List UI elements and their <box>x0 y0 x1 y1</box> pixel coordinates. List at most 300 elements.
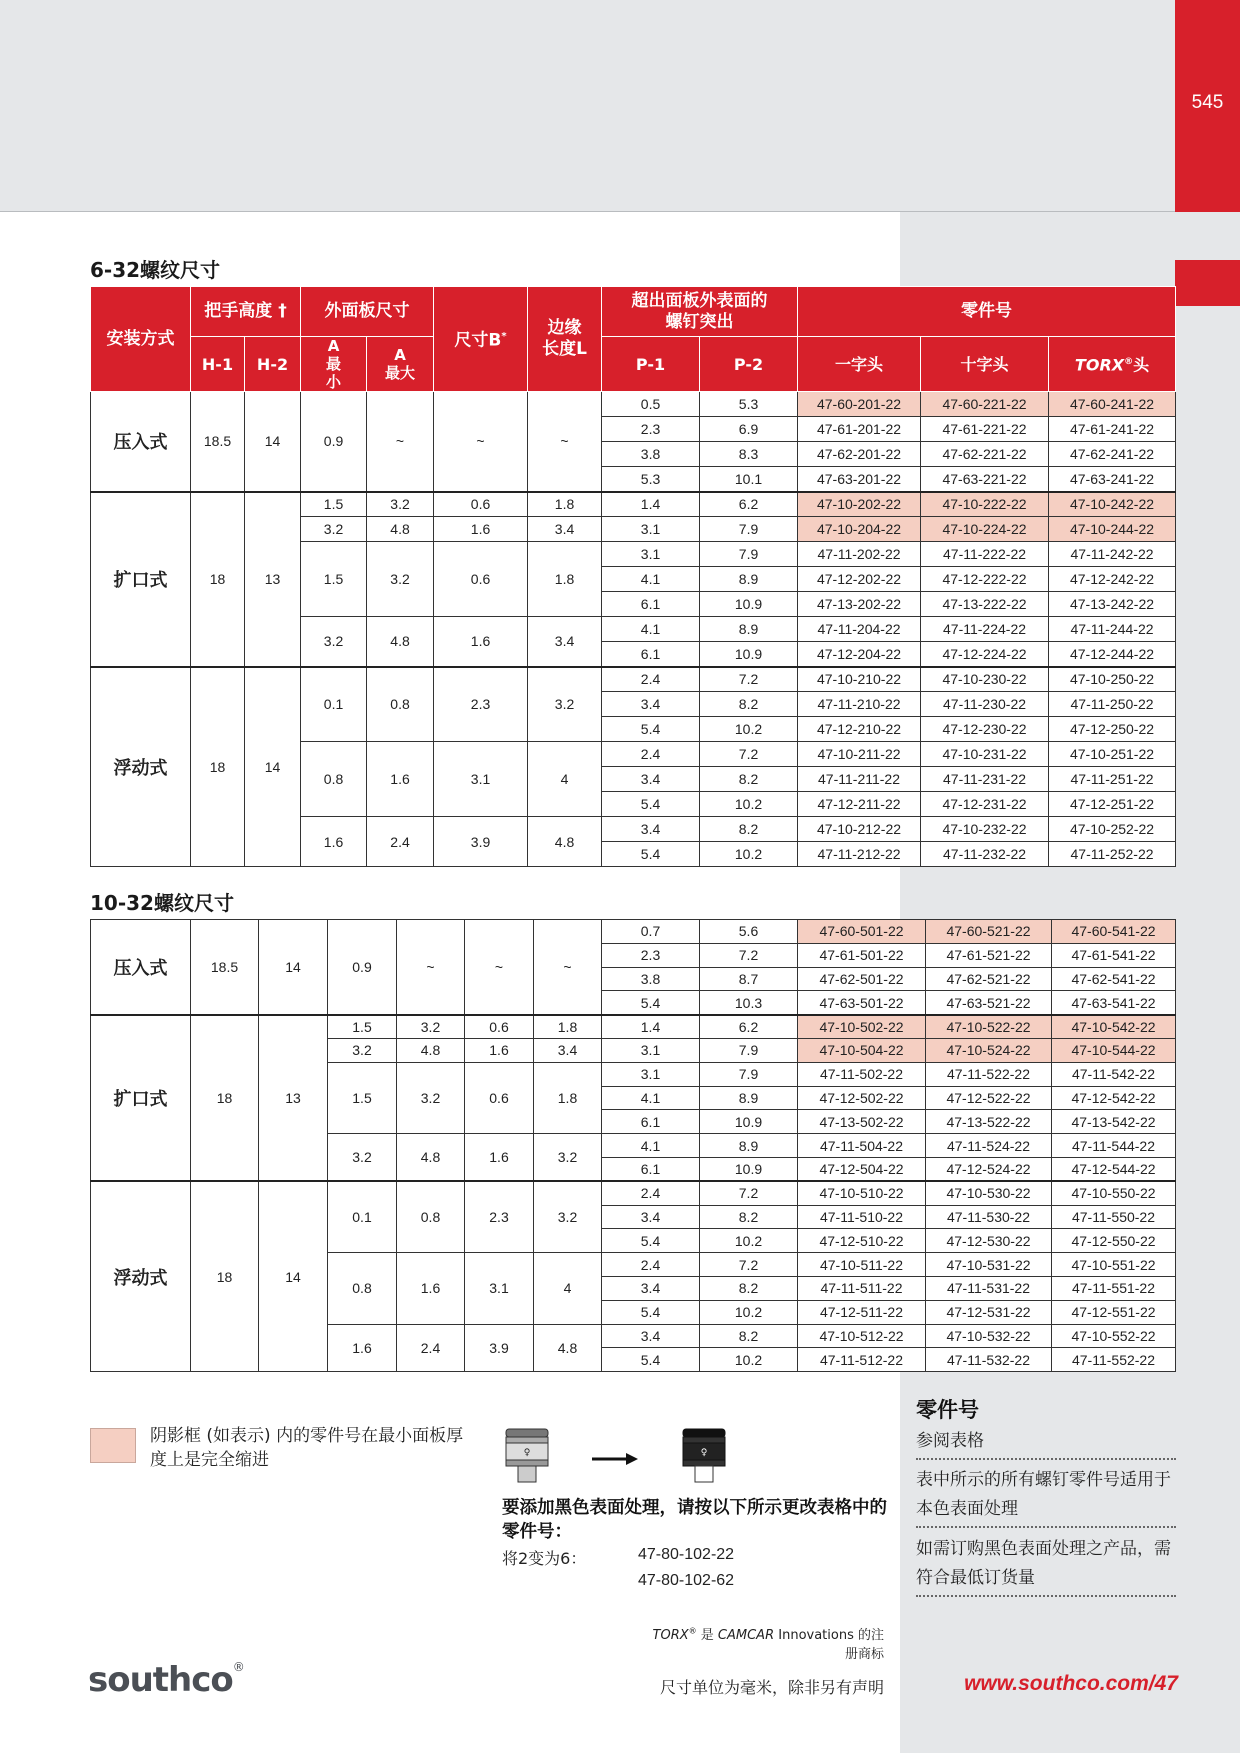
p2-value: 8.2 <box>700 1205 798 1229</box>
mount-type: 压入式 <box>91 920 191 1015</box>
part-number-phillips: 47-11-531-22 <box>926 1276 1052 1300</box>
part-number-phillips: 47-12-222-22 <box>921 567 1049 592</box>
part-number-phillips: 47-11-230-22 <box>921 692 1049 717</box>
part-number-torx: 47-12-251-22 <box>1049 792 1176 817</box>
part-number-slotted: 47-12-211-22 <box>798 792 921 817</box>
part-number-torx: 47-11-250-22 <box>1049 692 1176 717</box>
part-number-phillips: 47-61-521-22 <box>926 943 1052 967</box>
part-number-torx: 47-11-550-22 <box>1052 1205 1176 1229</box>
p1-value: 3.4 <box>602 692 700 717</box>
p1-value: 6.1 <box>602 1157 700 1181</box>
p2-value: 7.9 <box>700 1062 798 1086</box>
part-number-slotted: 47-11-512-22 <box>798 1348 926 1372</box>
edge-length-value: 3.4 <box>528 617 602 667</box>
part-number-phillips: 47-11-231-22 <box>921 767 1049 792</box>
part-number-torx: 47-13-242-22 <box>1049 592 1176 617</box>
h1-value: 18 <box>191 1181 259 1371</box>
p1-value: 4.1 <box>602 567 700 592</box>
mount-type: 浮动式 <box>91 667 191 867</box>
part-number-phillips: 47-11-224-22 <box>921 617 1049 642</box>
p2-value: 8.2 <box>700 692 798 717</box>
a-max-value: 2.4 <box>367 817 434 867</box>
part-number-slotted: 47-13-502-22 <box>798 1110 926 1134</box>
p1-value: 4.1 <box>602 617 700 642</box>
table-10-32-thread <box>90 919 1176 1372</box>
dim-b-value: 3.1 <box>465 1253 534 1324</box>
p1-value: 2.4 <box>602 742 700 767</box>
part-number-slotted: 47-11-204-22 <box>798 617 921 642</box>
part-number-torx: 47-63-241-22 <box>1049 467 1176 492</box>
part-number-torx: 47-10-244-22 <box>1049 517 1176 542</box>
part-number-phillips: 47-63-221-22 <box>921 467 1049 492</box>
edge-length-value: 4.8 <box>528 817 602 867</box>
p2-value: 10.2 <box>700 1348 798 1372</box>
header-phillips: 十字头 <box>921 337 1049 392</box>
part-number-phillips: 47-11-232-22 <box>921 842 1049 867</box>
part-number-slotted: 47-62-201-22 <box>798 442 921 467</box>
mount-type: 浮动式 <box>91 1181 191 1371</box>
p2-value: 10.9 <box>700 592 798 617</box>
page-number: 545 <box>1191 92 1224 113</box>
header-a-max: A 最大 <box>367 337 434 392</box>
part-number-torx: 47-11-542-22 <box>1052 1062 1176 1086</box>
edge-length-value: 3.2 <box>534 1134 602 1182</box>
part-number-slotted: 47-60-201-22 <box>798 392 921 417</box>
header-h1: H-1 <box>191 337 245 392</box>
part-number-phillips: 47-10-231-22 <box>921 742 1049 767</box>
table-row <box>91 492 1176 517</box>
part-number-torx: 47-11-244-22 <box>1049 617 1176 642</box>
p2-value: 8.3 <box>700 442 798 467</box>
part-number-phillips: 47-10-531-22 <box>926 1253 1052 1277</box>
part-number-phillips: 47-11-532-22 <box>926 1348 1052 1372</box>
part-number-phillips: 47-10-230-22 <box>921 667 1049 692</box>
highlight-legend-swatch <box>90 1428 136 1463</box>
part-number-slotted: 47-12-502-22 <box>798 1086 926 1110</box>
p1-value: 2.3 <box>602 943 700 967</box>
section-title-10-32: 10-32螺纹尺寸 <box>90 891 234 915</box>
torx-trademark-note: TORX® 是 CAMCAR Innovations 的注册商标 <box>652 1626 884 1662</box>
p2-value: 10.9 <box>700 1157 798 1181</box>
header-handle-height: 把手高度 † <box>191 287 301 337</box>
svg-text:♀: ♀ <box>700 1448 708 1458</box>
part-number-slotted: 47-10-502-22 <box>798 1015 926 1039</box>
part-number-torx: 47-12-550-22 <box>1052 1229 1176 1253</box>
edge-length-value: 3.2 <box>528 667 602 742</box>
dim-b-value: 0.6 <box>465 1062 534 1133</box>
part-number-slotted: 47-12-510-22 <box>798 1229 926 1253</box>
a-max-value: 4.8 <box>397 1134 465 1182</box>
part-number-phillips: 47-62-221-22 <box>921 442 1049 467</box>
black-finish-change-label: 将2变为6： <box>502 1549 587 1568</box>
part-number-slotted: 47-60-501-22 <box>798 920 926 944</box>
p1-value: 3.1 <box>602 1038 700 1062</box>
part-number-torx: 47-11-544-22 <box>1052 1134 1176 1158</box>
dim-b-value: 1.6 <box>465 1134 534 1182</box>
part-number-torx: 47-10-252-22 <box>1049 817 1176 842</box>
part-number-slotted: 47-12-204-22 <box>798 642 921 667</box>
p1-value: 5.4 <box>602 1348 700 1372</box>
p2-value: 5.6 <box>700 920 798 944</box>
edge-length-value: 1.8 <box>534 1062 602 1133</box>
a-min-value: 3.2 <box>328 1038 397 1062</box>
p1-value: 6.1 <box>602 592 700 617</box>
dim-b-value: 1.6 <box>465 1038 534 1062</box>
a-min-value: 1.5 <box>328 1062 397 1133</box>
part-number-phillips: 47-11-522-22 <box>926 1062 1052 1086</box>
part-number-slotted: 47-10-204-22 <box>798 517 921 542</box>
svg-text:♀: ♀ <box>523 1448 531 1458</box>
p2-value: 10.2 <box>700 842 798 867</box>
dim-b-value: 1.6 <box>434 517 528 542</box>
black-finish-title: 要添加黑色表面处理，请按以下所示更改表格中的零件号： <box>502 1498 887 1542</box>
a-max-value: 0.8 <box>367 667 434 742</box>
part-number-torx: 47-11-551-22 <box>1052 1276 1176 1300</box>
part-number-torx: 47-60-541-22 <box>1052 920 1176 944</box>
part-number-slotted: 47-10-511-22 <box>798 1253 926 1277</box>
mount-type: 扩口式 <box>91 1015 191 1182</box>
a-max-value: 3.2 <box>367 492 434 517</box>
h1-value: 18.5 <box>191 392 245 492</box>
part-number-torx: 47-12-542-22 <box>1052 1086 1176 1110</box>
a-min-value: 0.1 <box>328 1181 397 1252</box>
a-max-value: ~ <box>397 920 465 1015</box>
edge-length-value: 3.4 <box>528 517 602 542</box>
table-row <box>91 667 1176 692</box>
part-number-slotted: 47-12-511-22 <box>798 1300 926 1324</box>
a-max-value: 3.2 <box>397 1015 465 1039</box>
edge-length-value: 3.4 <box>534 1038 602 1062</box>
p2-value: 8.9 <box>700 567 798 592</box>
a-max-value: 0.8 <box>397 1181 465 1252</box>
units-note: 尺寸单位为毫米，除非另有声明 <box>659 1678 884 1697</box>
p1-value: 3.4 <box>602 1205 700 1229</box>
part-number-slotted: 47-63-201-22 <box>798 467 921 492</box>
a-min-value: 1.5 <box>328 1015 397 1039</box>
dim-b-value: ~ <box>434 392 528 492</box>
a-min-value: 0.9 <box>301 392 367 492</box>
a-min-value: 1.6 <box>328 1324 397 1372</box>
h1-value: 18.5 <box>191 920 259 1015</box>
part-number-phillips: 47-10-232-22 <box>921 817 1049 842</box>
a-min-value: 1.5 <box>301 492 367 517</box>
a-min-value: 0.9 <box>328 920 397 1015</box>
edge-length-value: 4 <box>528 742 602 817</box>
p2-value: 10.2 <box>700 1300 798 1324</box>
p1-value: 1.4 <box>602 492 700 517</box>
dim-b-value: 0.6 <box>434 492 528 517</box>
part-number-slotted: 47-61-201-22 <box>798 417 921 442</box>
part-number-slotted: 47-10-211-22 <box>798 742 921 767</box>
part-number-slotted: 47-11-211-22 <box>798 767 921 792</box>
part-number-phillips: 47-12-231-22 <box>921 792 1049 817</box>
dim-b-value: 1.6 <box>434 617 528 667</box>
part-number-torx: 47-13-542-22 <box>1052 1110 1176 1134</box>
part-number-slotted: 47-61-501-22 <box>798 943 926 967</box>
p2-value: 8.2 <box>700 1276 798 1300</box>
part-number-torx: 47-10-550-22 <box>1052 1181 1176 1205</box>
part-number-torx: 47-11-251-22 <box>1049 767 1176 792</box>
part-number-torx: 47-11-552-22 <box>1052 1348 1176 1372</box>
header-p1: P-1 <box>602 337 700 392</box>
highlight-legend-text: 阴影框 (如表示) 内的零件号在最小面板厚度上是完全缩进 <box>150 1426 464 1470</box>
edge-length-value: 1.8 <box>534 1015 602 1039</box>
part-number-phillips: 47-61-221-22 <box>921 417 1049 442</box>
header-protrusion: 超出面板外表面的螺钉突出 <box>602 287 798 337</box>
part-number-slotted: 47-11-212-22 <box>798 842 921 867</box>
website-link[interactable]: www.southco.com/47 <box>964 1672 1178 1695</box>
p1-value: 6.1 <box>602 642 700 667</box>
header-a-min: A 最小 <box>301 337 367 392</box>
part-number-torx: 47-62-541-22 <box>1052 967 1176 991</box>
part-number-torx: 47-60-241-22 <box>1049 392 1176 417</box>
part-number-slotted: 47-10-510-22 <box>798 1181 926 1205</box>
edge-length-value: ~ <box>528 392 602 492</box>
a-max-value: 2.4 <box>397 1324 465 1372</box>
p2-value: 7.2 <box>700 1253 798 1277</box>
p2-value: 6.2 <box>700 1015 798 1039</box>
p2-value: 8.2 <box>700 1324 798 1348</box>
part-number-torx: 47-10-251-22 <box>1049 742 1176 767</box>
part-number-phillips: 47-60-221-22 <box>921 392 1049 417</box>
header-h2: H-2 <box>245 337 301 392</box>
part-number-torx: 47-61-241-22 <box>1049 417 1176 442</box>
edge-length-value: 4 <box>534 1253 602 1324</box>
a-min-value: 0.8 <box>301 742 367 817</box>
a-max-value: 4.8 <box>397 1038 465 1062</box>
a-max-value: ~ <box>367 392 434 492</box>
part-number-torx: 47-62-241-22 <box>1049 442 1176 467</box>
part-number-phillips: 47-12-530-22 <box>926 1229 1052 1253</box>
h2-value: 14 <box>245 392 301 492</box>
part-number-slotted: 47-11-510-22 <box>798 1205 926 1229</box>
mount-type: 压入式 <box>91 392 191 492</box>
part-number-phillips: 47-11-530-22 <box>926 1205 1052 1229</box>
p1-value: 2.4 <box>602 667 700 692</box>
p1-value: 3.1 <box>602 517 700 542</box>
p2-value: 8.7 <box>700 967 798 991</box>
part-number-slotted: 47-63-501-22 <box>798 991 926 1015</box>
p1-value: 5.4 <box>602 1229 700 1253</box>
p2-value: 6.9 <box>700 417 798 442</box>
p1-value: 1.4 <box>602 1015 700 1039</box>
part-number-phillips: 47-12-531-22 <box>926 1300 1052 1324</box>
p1-value: 3.8 <box>602 967 700 991</box>
part-number-slotted: 47-10-512-22 <box>798 1324 926 1348</box>
part-number-slotted: 47-12-210-22 <box>798 717 921 742</box>
h1-value: 18 <box>191 667 245 867</box>
part-number-phillips: 47-10-222-22 <box>921 492 1049 517</box>
p1-value: 5.4 <box>602 792 700 817</box>
h1-value: 18 <box>191 1015 259 1182</box>
part-number-slotted: 47-11-511-22 <box>798 1276 926 1300</box>
p2-value: 7.9 <box>700 517 798 542</box>
p2-value: 7.2 <box>700 943 798 967</box>
dim-b-value: 0.6 <box>434 542 528 617</box>
dim-b-value: 3.9 <box>465 1324 534 1372</box>
part-number-slotted: 47-10-210-22 <box>798 667 921 692</box>
table-row <box>91 1181 1176 1205</box>
h2-value: 13 <box>259 1015 328 1182</box>
p1-value: 2.3 <box>602 417 700 442</box>
p1-value: 5.4 <box>602 842 700 867</box>
part-number-torx: 47-63-541-22 <box>1052 991 1176 1015</box>
dim-b-value: 3.1 <box>434 742 528 817</box>
part-number-torx: 47-12-250-22 <box>1049 717 1176 742</box>
p1-value: 5.3 <box>602 467 700 492</box>
p2-value: 7.9 <box>700 542 798 567</box>
p2-value: 6.2 <box>700 492 798 517</box>
sidebar-title: 零件号 <box>916 1398 979 1422</box>
header-part-number: 零件号 <box>798 287 1176 337</box>
dim-b-value: 2.3 <box>434 667 528 742</box>
a-min-value: 1.6 <box>301 817 367 867</box>
part-number-torx: 47-10-542-22 <box>1052 1015 1176 1039</box>
edge-length-value: 1.8 <box>528 492 602 517</box>
p2-value: 10.2 <box>700 792 798 817</box>
p1-value: 5.4 <box>602 1300 700 1324</box>
part-number-phillips: 47-11-222-22 <box>921 542 1049 567</box>
mount-type: 扩口式 <box>91 492 191 667</box>
a-min-value: 1.5 <box>301 542 367 617</box>
sidebar-item-see-table: 参阅表格 <box>916 1427 1176 1460</box>
p1-value: 5.4 <box>602 991 700 1015</box>
black-finish-example-to: 47-80-102-62 <box>638 1572 735 1589</box>
part-number-phillips: 47-10-532-22 <box>926 1324 1052 1348</box>
a-max-value: 4.8 <box>367 517 434 542</box>
a-max-value: 1.6 <box>397 1253 465 1324</box>
part-number-phillips: 47-13-522-22 <box>926 1110 1052 1134</box>
part-number-phillips: 47-10-530-22 <box>926 1181 1052 1205</box>
black-finish-example-from: 47-80-102-22 <box>638 1546 735 1563</box>
header-band <box>0 0 1240 212</box>
header-p2: P-2 <box>700 337 798 392</box>
southco-logo: southco® <box>88 1660 244 1700</box>
part-number-torx: 47-61-541-22 <box>1052 943 1176 967</box>
arrow-right-icon <box>590 1451 640 1467</box>
a-max-value: 3.2 <box>367 542 434 617</box>
p1-value: 2.4 <box>602 1181 700 1205</box>
p2-value: 10.9 <box>700 1110 798 1134</box>
part-number-slotted: 47-10-202-22 <box>798 492 921 517</box>
screw-natural-finish-icon <box>504 1428 550 1484</box>
dim-b-value: 2.3 <box>465 1181 534 1252</box>
part-number-torx: 47-10-250-22 <box>1049 667 1176 692</box>
part-number-phillips: 47-13-222-22 <box>921 592 1049 617</box>
p2-value: 8.9 <box>700 1086 798 1110</box>
part-number-torx: 47-10-551-22 <box>1052 1253 1176 1277</box>
section-title-6-32: 6-32螺纹尺寸 <box>90 258 221 282</box>
p2-value: 7.2 <box>700 1181 798 1205</box>
dim-b-value: 3.9 <box>434 817 528 867</box>
table-row <box>91 392 1176 417</box>
p1-value: 3.8 <box>602 442 700 467</box>
edge-length-value: 4.8 <box>534 1324 602 1372</box>
header-torx: TORX®头 <box>1049 337 1176 392</box>
p1-value: 5.4 <box>602 717 700 742</box>
p2-value: 10.2 <box>700 717 798 742</box>
part-number-torx: 47-10-552-22 <box>1052 1324 1176 1348</box>
part-number-torx: 47-11-252-22 <box>1049 842 1176 867</box>
p2-value: 8.2 <box>700 767 798 792</box>
a-min-value: 0.8 <box>328 1253 397 1324</box>
part-number-torx: 47-11-242-22 <box>1049 542 1176 567</box>
part-number-slotted: 47-62-501-22 <box>798 967 926 991</box>
p2-value: 8.2 <box>700 817 798 842</box>
h2-value: 14 <box>259 920 328 1015</box>
part-number-slotted: 47-11-502-22 <box>798 1062 926 1086</box>
p1-value: 0.7 <box>602 920 700 944</box>
part-number-phillips: 47-12-230-22 <box>921 717 1049 742</box>
p1-value: 3.1 <box>602 542 700 567</box>
part-number-phillips: 47-62-521-22 <box>926 967 1052 991</box>
p1-value: 3.4 <box>602 817 700 842</box>
sidebar-item-black-finish-moq: 如需订购黑色表面处理之产品，需符合最低订货量 <box>916 1535 1176 1597</box>
h2-value: 13 <box>245 492 301 667</box>
part-number-slotted: 47-11-202-22 <box>798 542 921 567</box>
edge-length-value: 3.2 <box>534 1181 602 1252</box>
a-min-value: 3.2 <box>328 1134 397 1182</box>
edge-length-value: ~ <box>534 920 602 1015</box>
part-number-phillips: 47-11-524-22 <box>926 1134 1052 1158</box>
header-edge-length: 边缘长度L <box>528 287 602 392</box>
part-number-phillips: 47-63-521-22 <box>926 991 1052 1015</box>
p1-value: 3.1 <box>602 1062 700 1086</box>
p2-value: 8.9 <box>700 617 798 642</box>
part-number-slotted: 47-13-202-22 <box>798 592 921 617</box>
screw-black-finish-icon <box>681 1428 727 1484</box>
part-number-slotted: 47-12-202-22 <box>798 567 921 592</box>
p1-value: 2.4 <box>602 1253 700 1277</box>
header-dim-b: 尺寸B* <box>434 287 528 392</box>
a-max-value: 3.2 <box>397 1062 465 1133</box>
table-6-32-thread <box>90 286 1176 867</box>
h1-value: 18 <box>191 492 245 667</box>
part-number-phillips: 47-60-521-22 <box>926 920 1052 944</box>
part-number-torx: 47-12-244-22 <box>1049 642 1176 667</box>
part-number-phillips: 47-10-224-22 <box>921 517 1049 542</box>
p2-value: 8.9 <box>700 1134 798 1158</box>
header-slotted: 一字头 <box>798 337 921 392</box>
p2-value: 10.2 <box>700 1229 798 1253</box>
a-max-value: 4.8 <box>367 617 434 667</box>
p2-value: 10.1 <box>700 467 798 492</box>
part-number-torx: 47-12-242-22 <box>1049 567 1176 592</box>
header-mount: 安装方式 <box>91 287 191 392</box>
p2-value: 7.2 <box>700 742 798 767</box>
p2-value: 7.2 <box>700 667 798 692</box>
p1-value: 4.1 <box>602 1086 700 1110</box>
part-number-phillips: 47-10-522-22 <box>926 1015 1052 1039</box>
p1-value: 0.5 <box>602 392 700 417</box>
header-outer-panel: 外面板尺寸 <box>301 287 434 337</box>
part-number-slotted: 47-11-504-22 <box>798 1134 926 1158</box>
part-number-phillips: 47-12-524-22 <box>926 1157 1052 1181</box>
page-tab-marker <box>1175 260 1240 306</box>
a-min-value: 3.2 <box>301 617 367 667</box>
p1-value: 3.4 <box>602 1324 700 1348</box>
table-row <box>91 1015 1176 1039</box>
a-max-value: 1.6 <box>367 742 434 817</box>
part-number-phillips: 47-12-224-22 <box>921 642 1049 667</box>
part-number-phillips: 47-12-522-22 <box>926 1086 1052 1110</box>
a-min-value: 0.1 <box>301 667 367 742</box>
part-number-slotted: 47-11-210-22 <box>798 692 921 717</box>
part-number-slotted: 47-12-504-22 <box>798 1157 926 1181</box>
sidebar-item-natural-finish: 表中所示的所有螺钉零件号适用于本色表面处理 <box>916 1466 1176 1528</box>
part-number-slotted: 47-10-504-22 <box>798 1038 926 1062</box>
p2-value: 10.9 <box>700 642 798 667</box>
